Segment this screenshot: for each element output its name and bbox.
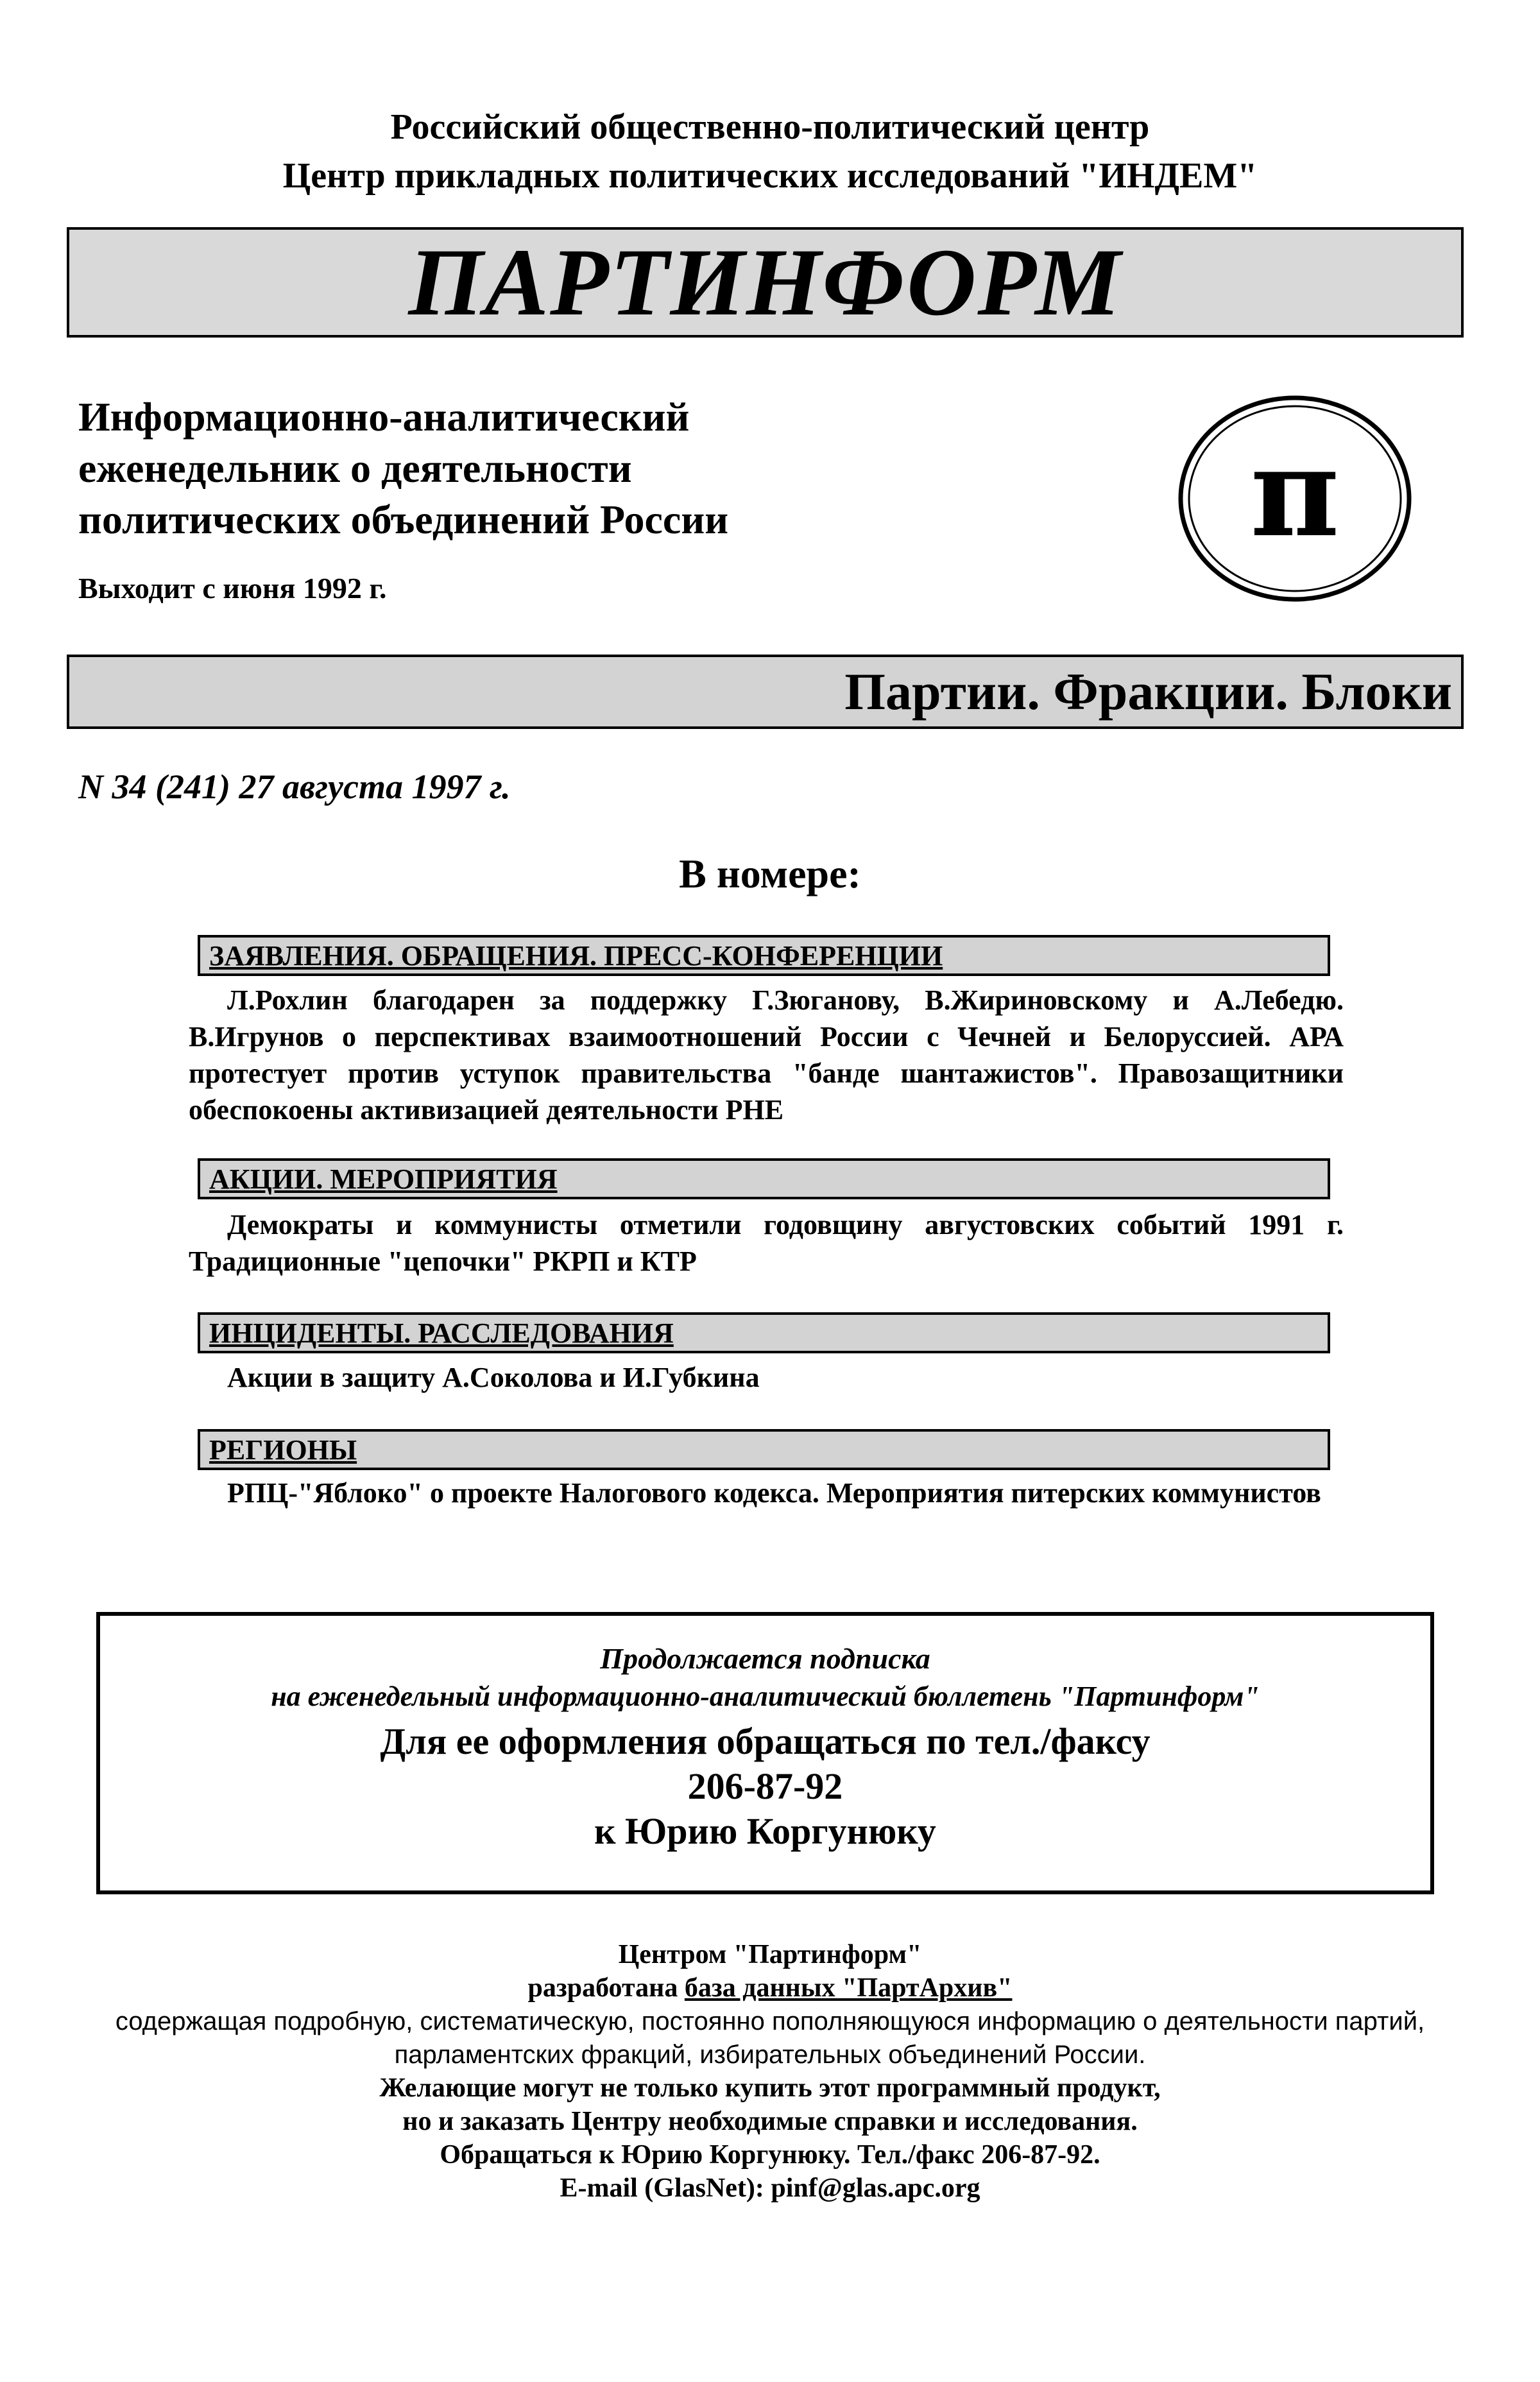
contents-category-bar (198, 1429, 1330, 1470)
subscription-line-1: Продолжается подписка (600, 1642, 930, 1675)
contents-category-text: Демократы и коммунисты отметили годовщину августовских событий 1991 г. Традиционные "цепочки" РКРП и КТР (189, 1209, 1344, 1277)
footer-line-7: Обращаться к Юрию Коргунюку. Тел./факс 206-87-92. (440, 2140, 1100, 2170)
footer-line-2-prefix: разработана (527, 1973, 685, 2003)
masthead-title: ПАРТИНФОРМ (408, 229, 1122, 336)
publisher-header (0, 103, 1540, 200)
footer-line-6: но и заказать Центру необходимые справки и исследования. (402, 2107, 1138, 2136)
footer-line-1: Центром "Партинформ" (618, 1940, 922, 1969)
masthead-title-box (67, 227, 1464, 338)
pi-circle-logo-icon (1176, 393, 1414, 604)
footer-line-5: Желающие могут не только купить этот программный продукт, (379, 2073, 1161, 2103)
database-link[interactable]: база данных "ПартАрхив" (684, 1973, 1013, 2003)
contents-category-text: Л.Рохлин благодарен за поддержку Г.Зюганову, В.Жириновскому и А.Лебедю. В.Игрунов о перспективах взаимоотношений России с Чечней и Белоруссией. АРА протестует против уступок правительства "банде шантажистов". Правозащитники обеспокоены активизацией деятельности РНЕ (189, 984, 1344, 1126)
section-title: Партии. Фракции. Блоки (844, 662, 1452, 721)
subscription-phone: 206-87-92 (687, 1765, 843, 1807)
contents-heading: В номере: (679, 851, 861, 896)
contents-category-title: АКЦИИ. МЕРОПРИЯТИЯ (209, 1163, 558, 1195)
contents-category-text: РПЦ-"Яблоко" о проекте Налогового кодекса. Мероприятия питерских коммунистов (227, 1477, 1321, 1509)
contents-category-bar (198, 1312, 1330, 1353)
contents-category-bar (198, 1158, 1330, 1199)
footer-email[interactable]: E-mail (GlasNet): pinf@glas.apc.org (560, 2173, 980, 2203)
published-since: Выходит с июня 1992 г. (78, 572, 387, 604)
footer-line-3: содержащая подробную, систематическую, постоянно пополняющуюся информацию о деятельности партий, (115, 2007, 1425, 2035)
subscription-box (96, 1612, 1434, 1894)
footer-line-4: парламентских фракций, избирательных объединений России. (394, 2041, 1146, 2069)
contents-category-bar (198, 935, 1330, 976)
contents-category-title: ИНЦИДЕНТЫ. РАССЛЕДОВАНИЯ (209, 1317, 674, 1349)
logo-symbol: π (1250, 421, 1340, 564)
subscription-line-2: на еженедельный информационно-аналитический бюллетень "Партинформ" (271, 1681, 1260, 1712)
org-line-1: Российский общественно-политический центр (390, 107, 1150, 147)
subtitle-line-3: политических объединений России (78, 497, 729, 542)
org-line-2: Центр прикладных политических исследований "ИНДЕМ" (282, 156, 1258, 196)
contents-category-title: ЗАЯВЛЕНИЯ. ОБРАЩЕНИЯ. ПРЕСС-КОНФЕРЕНЦИИ (209, 939, 943, 972)
subscription-contact: к Юрию Коргунюку (594, 1810, 936, 1852)
subscription-line-3: Для ее оформления обращаться по тел./факсу (380, 1720, 1151, 1762)
issue-number-date: N 34 (241) 27 августа 1997 г. (78, 767, 511, 806)
section-bar (67, 655, 1464, 729)
publication-description (78, 391, 1041, 545)
footer-line-2 (0, 1971, 1540, 2005)
contents-category-title: РЕГИОНЫ (209, 1434, 357, 1466)
subtitle-line-1: Информационно-аналитический (78, 394, 690, 440)
database-notice (0, 1938, 1540, 2205)
contents-category-text: Акции в защиту А.Соколова и И.Губкина (227, 1362, 760, 1393)
subtitle-line-2: еженедельник о деятельности (78, 445, 632, 491)
